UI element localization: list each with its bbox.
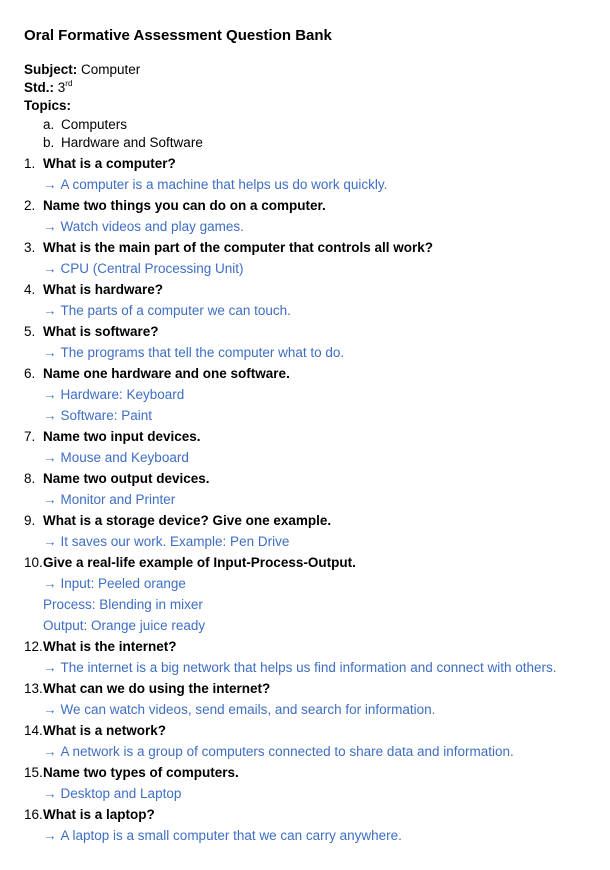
topic-text: Hardware and Software xyxy=(61,135,203,150)
std-value: 3 xyxy=(57,80,66,95)
arrow-icon: → xyxy=(43,534,57,549)
question-text: What is the internet? xyxy=(43,639,177,654)
answer-text: The internet is a big network that helps us find information and connect with others. xyxy=(60,660,557,675)
question-number: 4. xyxy=(24,282,36,297)
answer-text: Software: Paint xyxy=(60,408,153,423)
answer-text: A laptop is a small computer that we can carry anywhere. xyxy=(60,828,402,843)
question-text: What is a computer? xyxy=(43,156,176,171)
question-text: What is hardware? xyxy=(43,282,164,297)
answer-line xyxy=(43,407,152,425)
answer-line xyxy=(43,260,244,278)
answer-text: Hardware: Keyboard xyxy=(60,387,185,402)
arrow-icon: → xyxy=(43,387,57,402)
answer-text: The parts of a computer we can touch. xyxy=(60,303,291,318)
question-text: Name two types of computers. xyxy=(43,765,239,780)
question-number: 7. xyxy=(24,429,36,444)
subject-value: Computer xyxy=(81,62,141,77)
answer-line xyxy=(43,491,175,509)
subject-label: Subject: xyxy=(24,62,78,77)
question-text: What is a laptop? xyxy=(43,807,155,822)
answer-text: A network is a group of computers connected to share data and information. xyxy=(60,744,514,759)
answer-line xyxy=(43,575,186,593)
answer-text: Mouse and Keyboard xyxy=(60,450,189,465)
arrow-icon: → xyxy=(43,702,57,717)
arrow-icon: → xyxy=(43,408,57,423)
arrow-icon: → xyxy=(43,786,57,801)
question-number: 3. xyxy=(24,240,36,255)
std-suffix: rd xyxy=(65,79,73,88)
arrow-icon: → xyxy=(43,576,57,591)
answer-line: Process: Blending in mixer xyxy=(43,597,203,612)
question-text: Name two input devices. xyxy=(43,429,201,444)
std-label: Std.: xyxy=(24,80,54,95)
answer-line xyxy=(43,533,289,551)
topic-text: Computers xyxy=(61,117,128,132)
topic-item xyxy=(43,134,203,152)
question-text: Give a real-life example of Input-Process-Output. xyxy=(43,555,356,570)
answer-line xyxy=(43,827,402,845)
question-number: 2. xyxy=(24,198,36,213)
answer-text: We can watch videos, send emails, and search for information. xyxy=(60,702,436,717)
question-text: Name two output devices. xyxy=(43,471,210,486)
subject-line xyxy=(24,61,140,79)
question-text: What is a network? xyxy=(43,723,167,738)
answer-line xyxy=(43,449,189,467)
answer-text: Watch videos and play games. xyxy=(60,219,244,234)
answer-text: Input: Peeled orange xyxy=(60,576,186,591)
question-number: 12. xyxy=(24,639,43,654)
answer-line xyxy=(43,743,514,761)
topics-label: Topics: xyxy=(24,98,71,113)
answer-line xyxy=(43,176,387,194)
arrow-icon: → xyxy=(43,261,57,276)
answer-text: Monitor and Printer xyxy=(60,492,176,507)
answer-text: CPU (Central Processing Unit) xyxy=(60,261,244,276)
question-number: 10. xyxy=(24,555,43,570)
answer-line xyxy=(43,785,181,803)
question-number: 6. xyxy=(24,366,36,381)
question-number: 14. xyxy=(24,723,43,738)
arrow-icon: → xyxy=(43,177,57,192)
question-number: 15. xyxy=(24,765,43,780)
question-number: 1. xyxy=(24,156,36,171)
topic-item xyxy=(43,116,127,134)
question-number: 9. xyxy=(24,513,36,528)
answer-line xyxy=(43,701,435,719)
topics-line xyxy=(24,97,71,115)
answer-line xyxy=(43,386,184,404)
arrow-icon: → xyxy=(43,450,57,465)
question-text: Name one hardware and one software. xyxy=(43,366,290,381)
question-text: What is a storage device? Give one example. xyxy=(43,513,332,528)
std-line xyxy=(24,79,72,97)
question-number: 8. xyxy=(24,471,36,486)
answer-text: It saves our work. Example: Pen Drive xyxy=(60,534,290,549)
arrow-icon: → xyxy=(43,345,57,360)
arrow-icon: → xyxy=(43,219,57,234)
question-number: 5. xyxy=(24,324,36,339)
topic-letter: b. xyxy=(43,135,55,150)
answer-line xyxy=(43,302,291,320)
question-number: 13. xyxy=(24,681,43,696)
question-text: What can we do using the internet? xyxy=(43,681,271,696)
arrow-icon: → xyxy=(43,660,57,675)
answer-text: Desktop and Laptop xyxy=(60,786,182,801)
question-text: What is software? xyxy=(43,324,159,339)
answer-line xyxy=(43,659,557,677)
answer-text: A computer is a machine that helps us do work quickly. xyxy=(60,177,388,192)
arrow-icon: → xyxy=(43,492,57,507)
answer-line xyxy=(43,344,344,362)
answer-text: The programs that tell the computer what to do. xyxy=(60,345,345,360)
topic-letter: a. xyxy=(43,117,55,132)
question-text: What is the main part of the computer that controls all work? xyxy=(43,240,434,255)
page-title: Oral Formative Assessment Question Bank xyxy=(24,27,332,44)
answer-line: Output: Orange juice ready xyxy=(43,618,206,633)
question-text: Name two things you can do on a computer. xyxy=(43,198,326,213)
arrow-icon: → xyxy=(43,828,57,843)
arrow-icon: → xyxy=(43,744,57,759)
question-number: 16. xyxy=(24,807,43,822)
arrow-icon: → xyxy=(43,303,57,318)
answer-line xyxy=(43,218,244,236)
